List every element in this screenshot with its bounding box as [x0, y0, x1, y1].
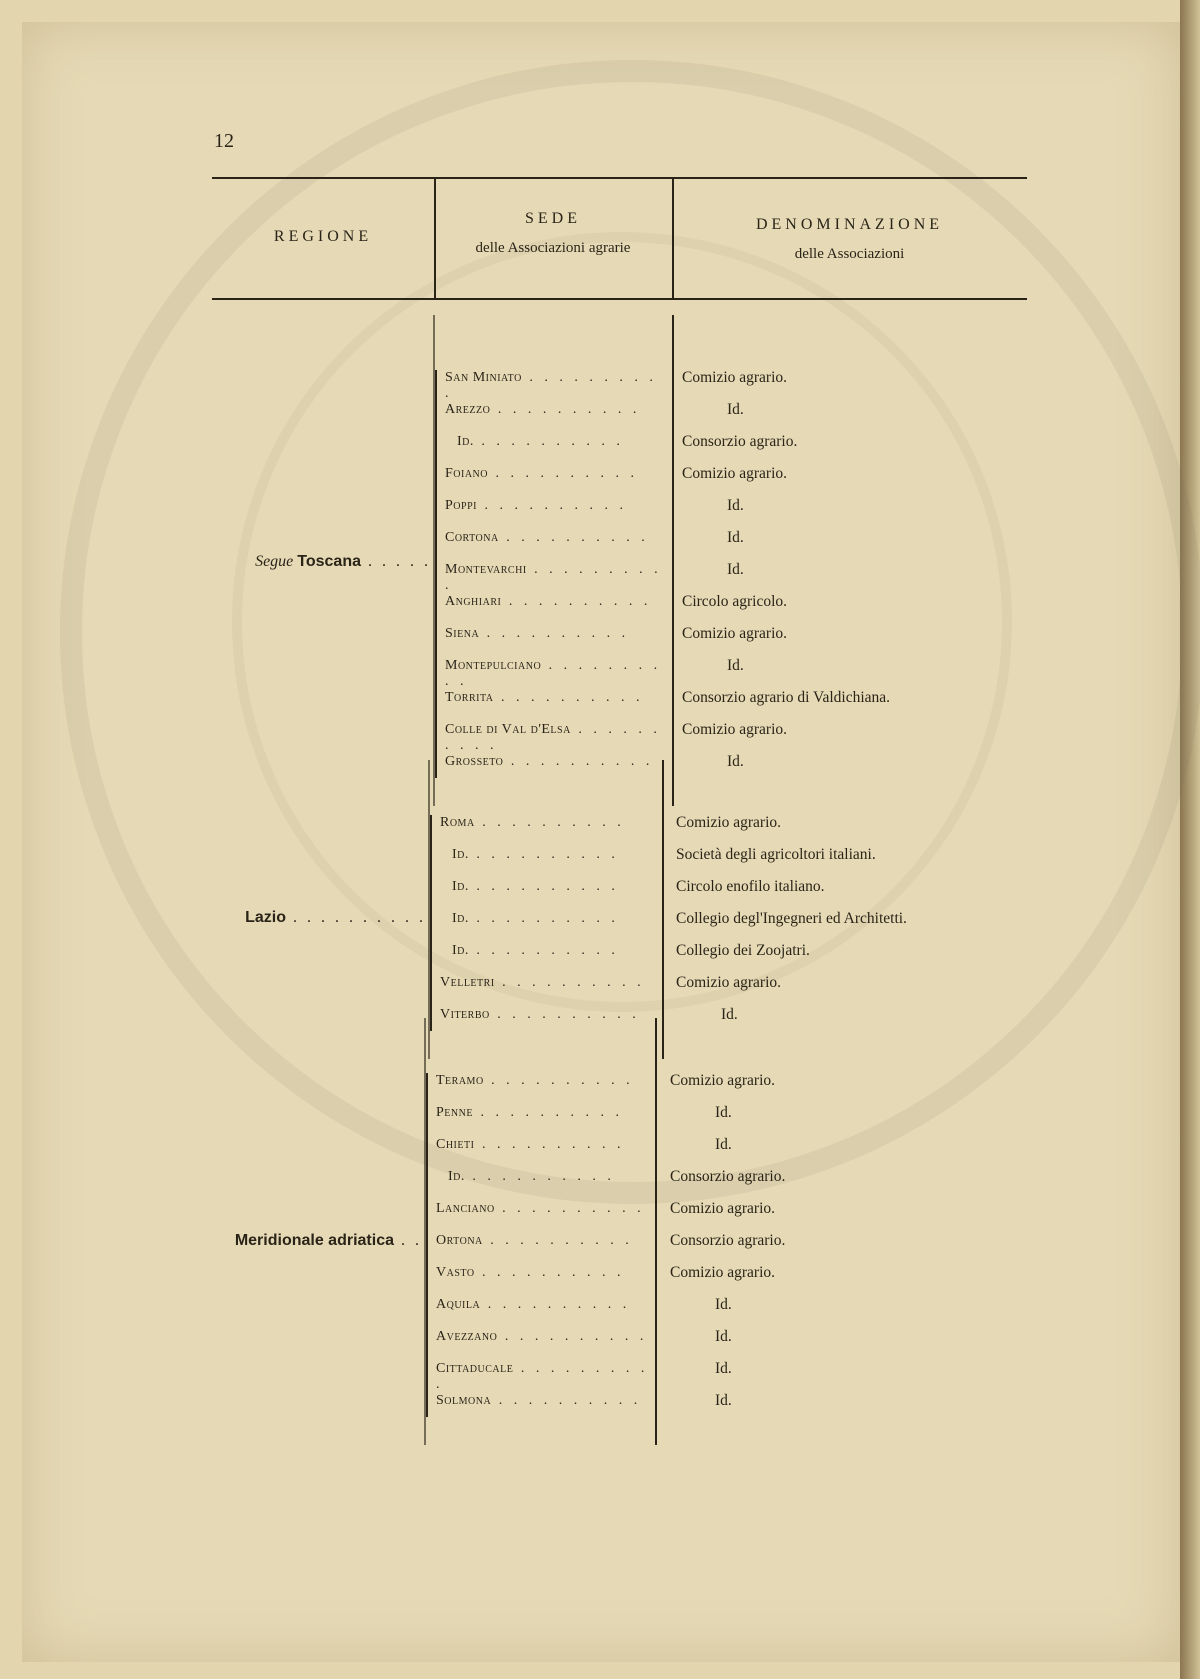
- region-name: Meridionale adriatica: [234, 1232, 394, 1249]
- sede-name: Grosseto: [445, 754, 504, 769]
- leader-dots: . . . . . . . . . .: [468, 911, 619, 926]
- denominazione-cell: Consorzio agrario.: [670, 1168, 786, 1185]
- leader-dots: . . . . . . . . . .: [483, 1073, 634, 1088]
- sede-name: Anghiari: [445, 594, 502, 609]
- sede-cell: [436, 1393, 658, 1409]
- sede-cell: [445, 626, 667, 642]
- sede-name: Foiano: [445, 466, 489, 481]
- header-denominazione-subtitle: delle Associazioni: [794, 246, 905, 262]
- region-brace: [430, 815, 438, 1031]
- sede-cell: [452, 847, 662, 863]
- sede-cell: [452, 911, 662, 927]
- denominazione-cell: Comizio agrario.: [682, 721, 788, 738]
- leader-dots: . . . . . . . . . .: [497, 1329, 648, 1344]
- denominazione-cell: Id.: [727, 497, 744, 514]
- leader-dots: . . . . . . . . . .: [501, 594, 652, 609]
- denominazione-cell: Id.: [715, 1392, 732, 1409]
- sede-cell: [445, 466, 667, 482]
- region-brace: [426, 1073, 434, 1417]
- sede-cell: [445, 370, 667, 402]
- leader-dots: . . . . . . . . . .: [473, 434, 624, 449]
- region-prefix: Segue: [255, 553, 294, 570]
- header-sede: [434, 210, 672, 257]
- leader-dots: . . . . . . . . . .: [503, 754, 654, 769]
- denominazione-cell: Id.: [727, 657, 744, 674]
- sede-cell: [436, 1297, 658, 1313]
- leader-dots: . . . . . . . . . .: [480, 1297, 631, 1312]
- header-denominazione-title: DENOMINAZIONE: [755, 216, 944, 233]
- leader-dots: . . . . . . . . . .: [489, 1007, 640, 1022]
- sede-name: Torrita: [445, 690, 494, 705]
- column-divider: [672, 315, 674, 806]
- sede-name: Velletri: [440, 975, 495, 990]
- leader-dots: . . . . . . . . . .: [474, 1265, 625, 1280]
- sede-name: Poppi: [445, 498, 477, 513]
- sede-name: Id.: [452, 943, 469, 958]
- denominazione-cell: Collegio dei Zoojatri.: [676, 942, 810, 959]
- leader-dots: . . . . . . . . . .: [436, 1361, 649, 1392]
- sede-cell: [436, 1361, 658, 1393]
- header-denominazione: [672, 216, 1027, 263]
- sede-name: Solmona: [436, 1393, 492, 1408]
- sede-cell: [445, 498, 667, 514]
- leader-dots: . . . . . . . . . .: [445, 722, 661, 753]
- document-page: [22, 22, 1180, 1662]
- sede-cell: [445, 402, 667, 418]
- table-header-rule: [212, 298, 1027, 300]
- sede-cell: [436, 1105, 658, 1121]
- leader-dots: . . . . . . . . . .: [493, 690, 644, 705]
- leader-dots: . . . . . . . . . .: [468, 879, 619, 894]
- denominazione-cell: Comizio agrario.: [682, 625, 788, 642]
- sede-name: Siena: [445, 626, 480, 641]
- denominazione-cell: Id.: [715, 1136, 732, 1153]
- table-top-rule: [212, 177, 1027, 179]
- leader-dots: . . . . . . . . . .: [286, 909, 426, 926]
- leader-dots: . . . . . . . . . .: [490, 402, 641, 417]
- page-number: 12: [214, 130, 234, 152]
- sede-cell: [445, 690, 667, 706]
- column-divider: [662, 760, 664, 1059]
- denominazione-cell: Id.: [721, 1006, 738, 1023]
- sede-cell: [436, 1137, 658, 1153]
- sede-name: Roma: [440, 815, 475, 830]
- leader-dots: . . . . . . . . . .: [494, 975, 645, 990]
- sede-cell: [445, 562, 667, 594]
- sede-cell: [436, 1265, 658, 1281]
- leader-dots: . . . . . . . . . .: [445, 370, 657, 401]
- region-name: Lazio: [245, 909, 286, 926]
- denominazione-cell: Id.: [715, 1360, 732, 1377]
- leader-dots: . . . . . . . . . .: [488, 466, 639, 481]
- sede-cell: [452, 943, 662, 959]
- sede-name: Avezzano: [436, 1329, 498, 1344]
- sede-cell: [448, 1169, 658, 1185]
- region-name: Toscana: [297, 553, 361, 570]
- sede-name: Cortona: [445, 530, 499, 545]
- sede-name: Lanciano: [436, 1201, 495, 1216]
- region-label: [255, 553, 431, 571]
- denominazione-cell: Id.: [727, 529, 744, 546]
- sede-cell: [445, 754, 667, 770]
- denominazione-cell: Comizio agrario.: [676, 974, 782, 991]
- leader-dots: . . . . . . . . . .: [476, 498, 627, 513]
- denominazione-cell: Comizio agrario.: [670, 1200, 776, 1217]
- sede-cell: [445, 594, 667, 610]
- region-label: [245, 909, 426, 927]
- denominazione-cell: Consorzio agrario.: [670, 1232, 786, 1249]
- sede-cell: [436, 1329, 658, 1345]
- denominazione-cell: Collegio degl'Ingegneri ed Architetti.: [676, 910, 907, 927]
- denominazione-cell: Id.: [715, 1296, 732, 1313]
- denominazione-cell: Comizio agrario.: [670, 1072, 776, 1089]
- leader-dots: . . . . . . . . . .: [472, 1105, 623, 1120]
- sede-name: Id.: [452, 847, 469, 862]
- sede-name: Id.: [452, 911, 469, 926]
- denominazione-cell: Comizio agrario.: [682, 369, 788, 386]
- sede-cell: [440, 1007, 662, 1023]
- denominazione-cell: Comizio agrario.: [670, 1264, 776, 1281]
- denominazione-cell: Circolo agricolo.: [682, 593, 788, 610]
- header-sede-title: SEDE: [525, 210, 581, 227]
- sede-name: Id.: [448, 1169, 465, 1184]
- denominazione-cell: Circolo enofilo italiano.: [676, 878, 825, 895]
- sede-name: Ortona: [436, 1233, 483, 1248]
- leader-dots: . . . . . . . . . .: [494, 1201, 645, 1216]
- sede-cell: [452, 879, 662, 895]
- region-label: [235, 1232, 422, 1250]
- sede-name: Cittaducale: [436, 1361, 514, 1376]
- sede-name: Penne: [436, 1105, 473, 1120]
- leader-dots: . . . . . . . . . .: [479, 626, 630, 641]
- leader-dots: . . . . . . . . . .: [491, 1393, 642, 1408]
- leader-dots: . .: [394, 1232, 422, 1249]
- denominazione-cell: Comizio agrario.: [676, 814, 782, 831]
- sede-name: Colle di Val d'Elsa: [445, 722, 571, 737]
- header-regione: [212, 228, 434, 246]
- sede-cell: [440, 975, 662, 991]
- sede-cell: [445, 722, 667, 754]
- leader-dots: . . . . . . . . . .: [498, 530, 649, 545]
- denominazione-cell: Id.: [727, 753, 744, 770]
- sede-cell: [436, 1073, 658, 1089]
- leader-dots: . . . . .: [361, 553, 431, 570]
- sede-name: Id.: [452, 879, 469, 894]
- sede-name: Vasto: [436, 1265, 475, 1280]
- sede-cell: [436, 1201, 658, 1217]
- denominazione-cell: Id.: [715, 1328, 732, 1345]
- denominazione-cell: Consorzio agrario.: [682, 433, 798, 450]
- leader-dots: . . . . . . . . . .: [445, 658, 662, 689]
- sede-cell: [445, 658, 667, 690]
- sede-name: Id.: [457, 434, 474, 449]
- sede-name: Montepulciano: [445, 658, 542, 673]
- leader-dots: . . . . . . . . . .: [445, 562, 662, 593]
- denominazione-cell: Consorzio agrario di Valdichiana.: [682, 689, 891, 706]
- sede-name: Viterbo: [440, 1007, 490, 1022]
- denominazione-cell: Id.: [715, 1104, 732, 1121]
- leader-dots: . . . . . . . . . .: [468, 847, 619, 862]
- denominazione-cell: Id.: [727, 401, 744, 418]
- sede-name: San Miniato: [445, 370, 522, 385]
- leader-dots: . . . . . . . . . .: [468, 943, 619, 958]
- denominazione-cell: Id.: [727, 561, 744, 578]
- leader-dots: . . . . . . . . . .: [474, 815, 625, 830]
- sede-name: Aquila: [436, 1297, 481, 1312]
- sede-cell: [440, 815, 662, 831]
- region-brace: [435, 370, 443, 778]
- sede-name: Arezzo: [445, 402, 491, 417]
- header-regione-label: REGIONE: [273, 228, 373, 245]
- leader-dots: . . . . . . . . . .: [482, 1233, 633, 1248]
- leader-dots: . . . . . . . . . .: [464, 1169, 615, 1184]
- denominazione-cell: Società degli agricoltori italiani.: [676, 846, 876, 863]
- header-sede-subtitle: delle Associazioni agrarie: [475, 240, 631, 256]
- sede-cell: [457, 434, 667, 450]
- sede-name: Montevarchi: [445, 562, 527, 577]
- sede-name: Teramo: [436, 1073, 484, 1088]
- sede-name: Chieti: [436, 1137, 475, 1152]
- leader-dots: . . . . . . . . . .: [474, 1137, 625, 1152]
- denominazione-cell: Comizio agrario.: [682, 465, 788, 482]
- sede-cell: [445, 530, 667, 546]
- page-binding-edge: [1180, 0, 1200, 1679]
- sede-cell: [436, 1233, 658, 1249]
